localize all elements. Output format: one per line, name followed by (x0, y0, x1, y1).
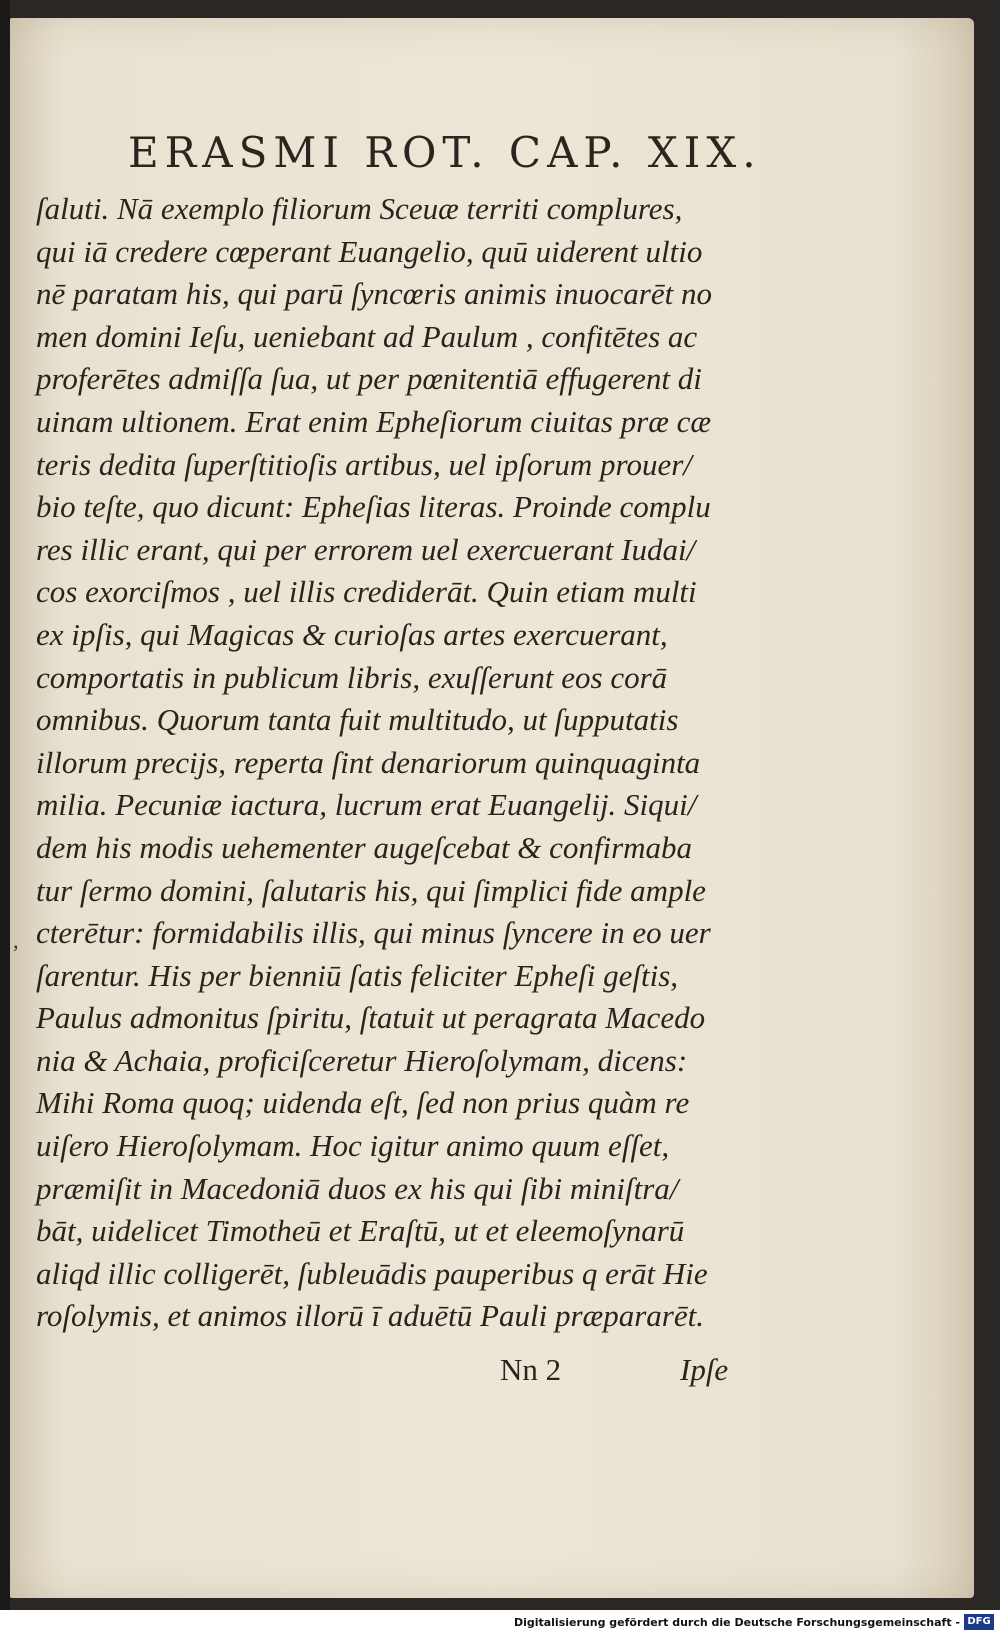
text-line: teris dedita ſuperſtitioſis artibus, uel ipſorum prouer/ (36, 446, 692, 482)
text-line: Mihi Roma quoq; uidenda eſt, ſed non prius quàm re (36, 1085, 690, 1121)
text-line: omnibus. Quorum tanta fuit multitudo, ut ſupputatis (36, 702, 679, 738)
text-line: præmiſit in Macedoniā duos ex his qui ſibi miniſtra/ (36, 1170, 679, 1206)
text-line: aliqd illic colligerēt, ſubleuādis pauperibus q erāt Hie (36, 1255, 708, 1291)
margin-mark: ‚ (12, 928, 20, 953)
text-line: ſarentur. His per bienniū ſatis feliciter Epheſi geſtis, (36, 957, 679, 993)
text-line: Paulus admonitus ſpiritu, ſtatuit ut peragrata Macedo (36, 1000, 706, 1036)
text-line: ſaluti. Nā exemplo filiorum Sceuæ territi complures, (36, 191, 683, 226)
text-line: cterētur: formidabilis illis, qui minus ſyncere in eo uer (36, 915, 711, 951)
text-line: comportatis in publicum libris, exuſſerunt eos corā (36, 659, 668, 695)
text-line: men domini Ieſu, ueniebant ad Paulum , confitētes ac (36, 318, 698, 354)
text-line: cos exorciſmos , uel illis crediderāt. Quin etiam multi (36, 574, 697, 610)
dfg-logo: DFG (964, 1614, 994, 1630)
text-line: nia & Achaia, proficiſceretur Hieroſolymam, dicens: (36, 1042, 688, 1078)
text-line: qui iā credere cœperant Euangelio, quū uiderent ultio (36, 233, 703, 269)
text-line: proferētes admiſſa ſua, ut per pœnitentiā effugerent di (36, 361, 702, 397)
funding-credit: Digitalisierung gefördert durch die Deutsche Forschungsgemeinschaft - (513, 1616, 960, 1629)
text-line: bāt, uidelicet Timotheū et Eraſtū, ut et eleemoſynarū (36, 1213, 685, 1249)
text-line: uinam ultionem. Erat enim Epheſiorum ciuitas præ cæ (36, 403, 712, 439)
catchword: Ipſe (680, 1352, 729, 1387)
text-line: uiſero Hieroſolymam. Hoc igitur animo quum eſſet, (36, 1128, 670, 1164)
text-line: res illic erant, qui per errorem uel exercuerant Iudai/ (36, 531, 696, 567)
signature-mark: Nn 2 (500, 1352, 562, 1387)
text-line: milia. Pecuniæ iactura, lucrum erat Euangelij. Siqui/ (36, 787, 697, 823)
text-line: tur ſermo domini, ſalutaris his, qui ſimplici fide ample (36, 872, 706, 908)
book-spine-edge (0, 0, 10, 1610)
text-line: bio teſte, quo dicunt: Epheſias literas. Proinde complu (36, 489, 711, 525)
running-title: ERASMI ROT. CAP. XIX. (128, 128, 762, 177)
text-line: illorum precijs, reperta ſint denariorum quinquaginta (36, 744, 701, 780)
credit-strip (0, 1610, 1000, 1636)
body-text (36, 188, 756, 1338)
text-line: roſolymis, et animos illorū ī aduētū Pauli præpararēt. (36, 1298, 704, 1334)
text-line: nē paratam his, qui parū ſyncœris animis inuocarēt no (36, 276, 712, 312)
text-line: ex ipſis, qui Magicas & curioſas artes exercuerant, (36, 616, 668, 652)
text-line: dem his modis uehementer augeſcebat & confirmaba (36, 829, 693, 865)
